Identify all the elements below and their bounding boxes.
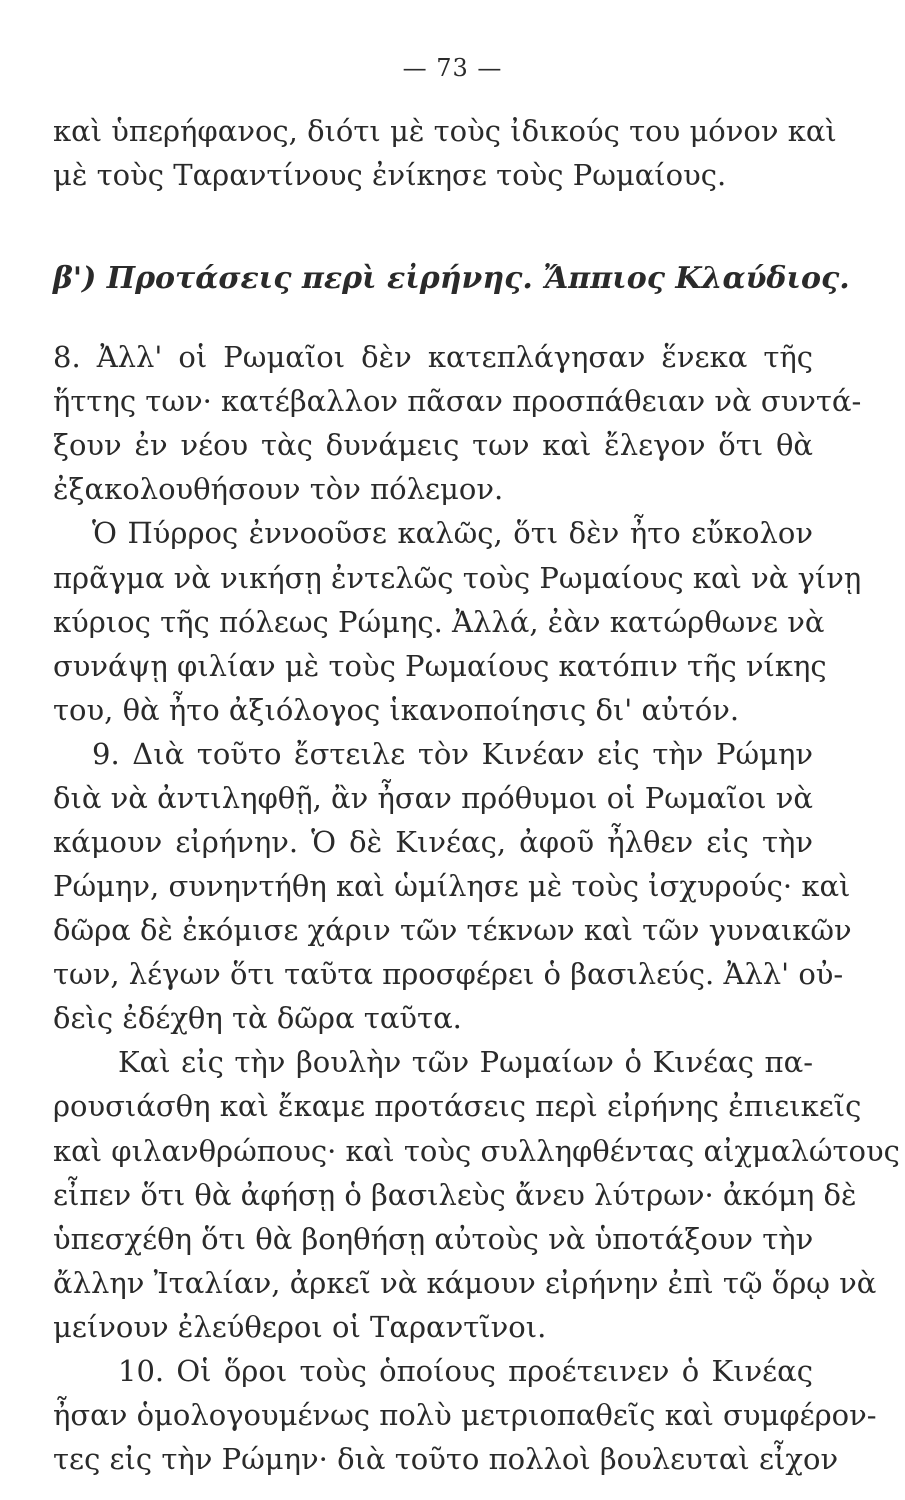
text-line: ἐξακολουθήσουν τὸν πόλεμον.	[53, 472, 504, 506]
text-line: εἶπεν ὅτι θὰ ἀφήσῃ ὁ βασιλεὺς ἄνευ λύτρων· ἀκόμη δὲ	[53, 1178, 857, 1212]
text-line: των, λέγων ὅτι ταῦτα προσφέρει ὁ βασιλεύς. Ἀλλ' οὐ-	[53, 957, 844, 991]
section-heading: β') Προτάσεις περὶ εἰρήνης. Ἄππιος Κλαύδιος.	[53, 261, 850, 296]
text-line: ἄλλην Ἰταλίαν, ἀρκεῖ νὰ κάμουν εἰρήνην ἐπὶ τῷ ὅρῳ νὰ	[53, 1266, 877, 1300]
page-number: — 73 —	[402, 54, 503, 82]
text-line: 8. Ἀλλ' οἱ Ρωμαῖοι δὲν κατεπλάγησαν ἕνεκα τῆς	[53, 340, 813, 374]
text-line: ὑπεσχέθη ὅτι θὰ βοηθήσῃ αὐτοὺς νὰ ὑποτάξουν τὴν	[53, 1222, 814, 1256]
text-line: Ρώμην, συνηντήθη καὶ ὡμίλησε μὲ τοὺς ἰσχυρούς· καὶ	[53, 869, 851, 903]
text-line: μὲ τοὺς Ταραντίνους ἐνίκησε τοὺς Ρωμαίους.	[53, 158, 727, 192]
text-line: πρᾶγμα νὰ νικήσῃ ἐντελῶς τοὺς Ρωμαίους καὶ νὰ γίνῃ	[53, 561, 862, 595]
text-line: τες εἰς τὴν Ρώμην· διὰ τοῦτο πολλοὶ βουλευταὶ εἶχον	[53, 1442, 839, 1476]
text-line: δεὶς ἐδέχθη τὰ δῶρα ταῦτα.	[53, 1001, 462, 1035]
text-line: μείνουν ἐλεύθεροι οἱ Ταραντῖνοι.	[53, 1310, 547, 1344]
text-line: κάμουν εἰρήνην. Ὁ δὲ Κινέας, ἀφοῦ ἦλθεν εἰς τὴν	[53, 825, 813, 859]
text-line: κύριος τῆς πόλεως Ρώμης. Ἀλλά, ἐὰν κατώρθωνε νὰ	[53, 605, 825, 639]
text-line: του, θὰ ἦτο ἀξιόλογος ἱκανοποίησις δι' αὐτόν.	[53, 693, 740, 727]
text-line: καὶ φιλανθρώπους· καὶ τοὺς συλληφθέντας αἰχμαλώτους	[53, 1134, 900, 1168]
text-line: Ὁ Πύρρος ἐννοοῦσε καλῶς, ὅτι δὲν ἦτο εὔκολον	[92, 516, 813, 550]
text-line: ξουν ἐν νέου τὰς δυνάμεις των καὶ ἔλεγον ὅτι θὰ	[53, 428, 813, 462]
text-line: ἥττης των· κατέβαλλον πᾶσαν προσπάθειαν νὰ συντά-	[53, 384, 862, 418]
text-line: διὰ νὰ ἀντιληφθῇ, ἂν ἦσαν πρόθυμοι οἱ Ρωμαῖοι νὰ	[53, 781, 813, 815]
text-line: Καὶ εἰς τὴν βουλὴν τῶν Ρωμαίων ὁ Κινέας πα-	[118, 1045, 813, 1079]
text-line: καὶ ὑπερήφανος, διότι μὲ τοὺς ἰδικούς του μόνον καὶ	[53, 114, 837, 148]
text-line: 10. Οἱ ὅροι τοὺς ὁποίους προέτεινεν ὁ Κινέας	[118, 1354, 813, 1388]
text-line: δῶρα δὲ ἐκόμισε χάριν τῶν τέκνων καὶ τῶν γυναικῶν	[53, 913, 852, 947]
text-line: ρουσιάσθη καὶ ἔκαμε προτάσεις περὶ εἰρήνης ἐπιεικεῖς	[53, 1089, 862, 1123]
text-line: συνάψῃ φιλίαν μὲ τοὺς Ρωμαίους κατόπιν τῆς νίκης	[53, 649, 827, 683]
text-line: 9. Διὰ τοῦτο ἔστειλε τὸν Κινέαν εἰς τὴν Ρώμην	[92, 737, 813, 771]
text-line: ἦσαν ὁμολογουμένως πολὺ μετριοπαθεῖς καὶ συμφέρον-	[53, 1398, 877, 1432]
